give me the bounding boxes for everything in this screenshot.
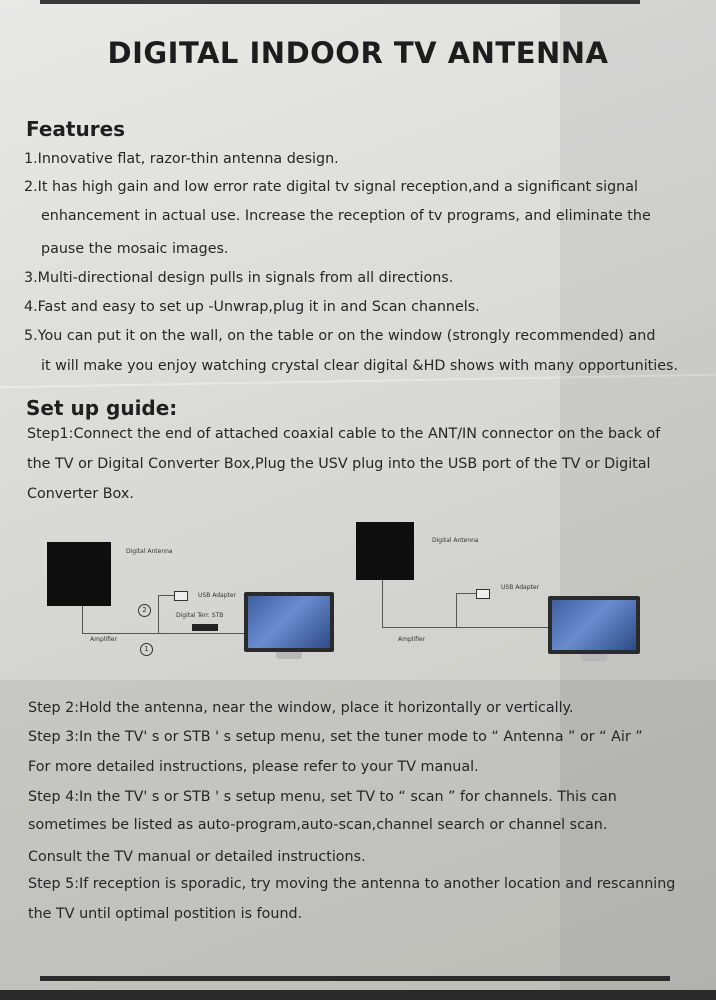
tv-screen-right xyxy=(552,600,636,650)
step-line: Step 3:In the TV' s or STB ' s setup menu, set the tuner mode to “ Antenna ” or “ Air ” xyxy=(28,729,643,745)
step-line: Consult the TV manual or detailed instructions. xyxy=(28,849,366,865)
page-title: DIGITAL INDOOR TV ANTENNA xyxy=(107,36,609,70)
features-heading: Features xyxy=(26,117,126,141)
tv-stand xyxy=(581,654,607,661)
step1-line: Step1:Connect the end of attached coaxial cable to the ANT/IN connector on the back of xyxy=(27,426,661,442)
step1-line: the TV or Digital Converter Box,Plug the USV plug into the USB port of the TV or Digital xyxy=(27,456,651,472)
cable xyxy=(456,593,476,594)
setup-heading: Set up guide: xyxy=(26,396,178,420)
step-line: Step 4:In the TV' s or STB ' s setup menu, set TV to “ scan ” for channels. This can xyxy=(28,789,617,805)
step-number-2: 2 xyxy=(138,604,151,617)
feature-line: it will make you enjoy watching crystal clear digital &HD shows with many opportunities. xyxy=(41,358,679,374)
cable xyxy=(158,595,159,633)
feature-line: enhancement in actual use. Increase the reception of tv programs, and eliminate the xyxy=(41,208,651,224)
feature-line: 4.Fast and easy to set up -Unwrap,plug it in and Scan channels. xyxy=(24,299,480,315)
usb-plug xyxy=(174,591,188,601)
paper-shadow xyxy=(0,680,716,990)
top-rule xyxy=(40,0,640,4)
usb-plug xyxy=(476,589,490,599)
step-line: Step 2:Hold the antenna, near the window, place it horizontally or vertically. xyxy=(28,700,574,716)
cable xyxy=(382,627,548,628)
cable xyxy=(82,606,83,634)
antenna-panel-right xyxy=(356,522,414,580)
antenna-label: Digital Antenna xyxy=(432,537,479,544)
set-top-box xyxy=(192,624,218,631)
amplifier-label: Amplifier xyxy=(90,636,118,643)
feature-line: 3.Multi-directional design pulls in signals from all directions. xyxy=(24,270,454,286)
feature-line: pause the mosaic images. xyxy=(41,241,229,257)
bottom-rule xyxy=(40,976,670,981)
feature-line: 1.Innovative flat, razor-thin antenna design. xyxy=(24,151,339,167)
tv-stand xyxy=(276,652,302,659)
step-number-1: 1 xyxy=(140,643,153,656)
feature-line: 5.You can put it on the wall, on the table or on the window (strongly recommended) and xyxy=(24,328,656,344)
usb-adapter-label: USB Adapter xyxy=(501,584,540,591)
step-line: For more detailed instructions, please refer to your TV manual. xyxy=(28,759,479,775)
cable xyxy=(456,593,457,627)
step-line: sometimes be listed as auto-program,auto-scan,channel search or channel scan. xyxy=(28,817,608,833)
cable xyxy=(82,633,246,634)
step-line: Step 5:If reception is sporadic, try moving the antenna to another location and rescanning xyxy=(28,876,676,892)
cable xyxy=(382,580,383,628)
step1-line: Converter Box. xyxy=(27,486,134,502)
antenna-panel-left xyxy=(47,542,111,606)
connection-diagram xyxy=(36,512,676,672)
cable xyxy=(158,595,174,596)
usb-adapter-label: USB Adapter xyxy=(198,592,237,599)
amplifier-label: Amplifier xyxy=(398,636,426,643)
stb-label: Digital Terr. STB xyxy=(176,612,224,619)
tv-screen-left xyxy=(248,596,330,648)
antenna-label: Digital Antenna xyxy=(126,548,173,555)
feature-line: 2.It has high gain and low error rate digital tv signal reception,and a significant signal xyxy=(24,179,638,195)
step-line: the TV until optimal postition is found. xyxy=(28,906,303,922)
